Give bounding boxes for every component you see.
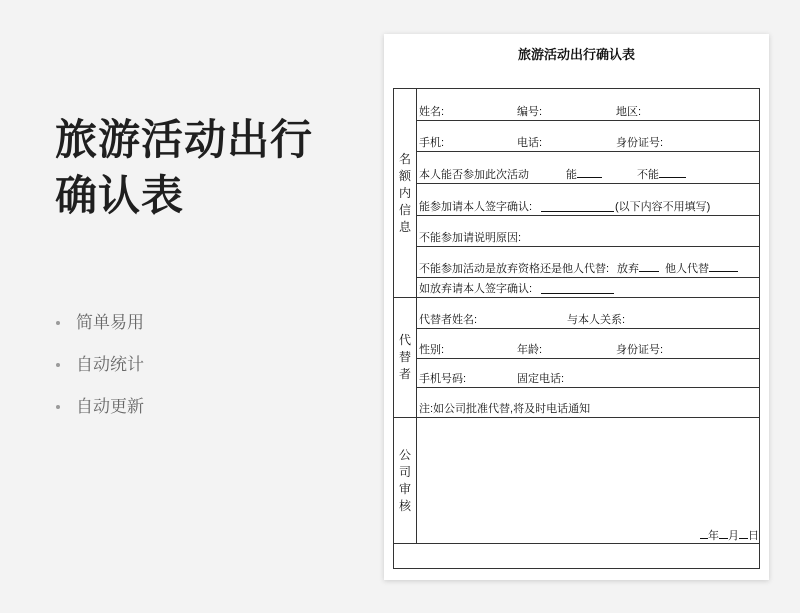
date-line: 年 月 日 [700,530,759,542]
row-gender-age-id [417,329,760,359]
substitute-option[interactable]: 他人代替 [665,261,738,276]
row-giveup [417,247,760,278]
row-sign-can [417,184,760,216]
giveup-option[interactable]: 放弃 [617,261,659,276]
confirmation-form-table [393,88,760,569]
row-mobile-phone-id [417,121,760,152]
section-label-review: 公 司 审 核 [394,418,417,544]
company-review-area[interactable] [417,418,760,544]
region-label: 地区: [616,106,642,118]
signature-line[interactable] [541,283,614,294]
attendance-question: 本人能否参加此次活动 [419,169,529,181]
gender-label: 性别: [419,344,445,356]
row-attendance [417,152,760,184]
giveup-question: 不能参加活动是放弃资格还是他人代替: [419,263,610,275]
section-label-substitute: 代 替 者 [394,298,417,418]
row-substitute-name [417,298,760,329]
feature-list [55,310,144,436]
approval-note: 注:如公司批准代替,将及时电话通知 [419,403,591,415]
age-label: 年龄: [517,344,543,356]
substitute-mobile-label: 手机号码: [419,373,467,385]
row-substitute-phone [417,359,760,388]
substitute-name-label: 代替者姓名: [419,314,478,326]
can-option[interactable]: 能 [566,167,602,182]
feature-item: 自动更新 [55,394,144,436]
sign-giveup-label: 如放弃请本人签字确认: [419,283,533,295]
document-title: 旅游活动出行确认表 [517,47,635,62]
blank-footer-row [394,544,760,569]
promo-title: 旅游活动出行确认表 [55,116,314,219]
row-sign-giveup [417,278,760,298]
row-name-number-region [417,89,760,121]
mobile-label: 手机: [419,137,445,149]
section-label-info: 名 额 内 信 息 [394,89,417,298]
cannot-option[interactable]: 不能 [637,167,686,182]
fixed-phone-label: 固定电话: [517,373,565,385]
name-label: 姓名: [419,106,445,118]
id-number-label: 身份证号: [616,137,664,149]
note-below-label: (以下内容不用填写) [615,201,711,213]
signature-line[interactable] [541,201,614,212]
row-reason [417,216,760,247]
form-document [384,34,769,580]
sign-can-label: 能参加请本人签字确认: [419,201,533,213]
phone-label: 电话: [517,137,543,149]
substitute-id-label: 身份证号: [616,344,664,356]
feature-item: 自动统计 [55,352,144,394]
feature-item: 简单易用 [55,310,144,352]
relation-label: 与本人关系: [567,314,626,326]
row-note [417,388,760,418]
number-label: 编号: [517,106,543,118]
reason-label: 不能参加请说明原因: [419,232,522,244]
